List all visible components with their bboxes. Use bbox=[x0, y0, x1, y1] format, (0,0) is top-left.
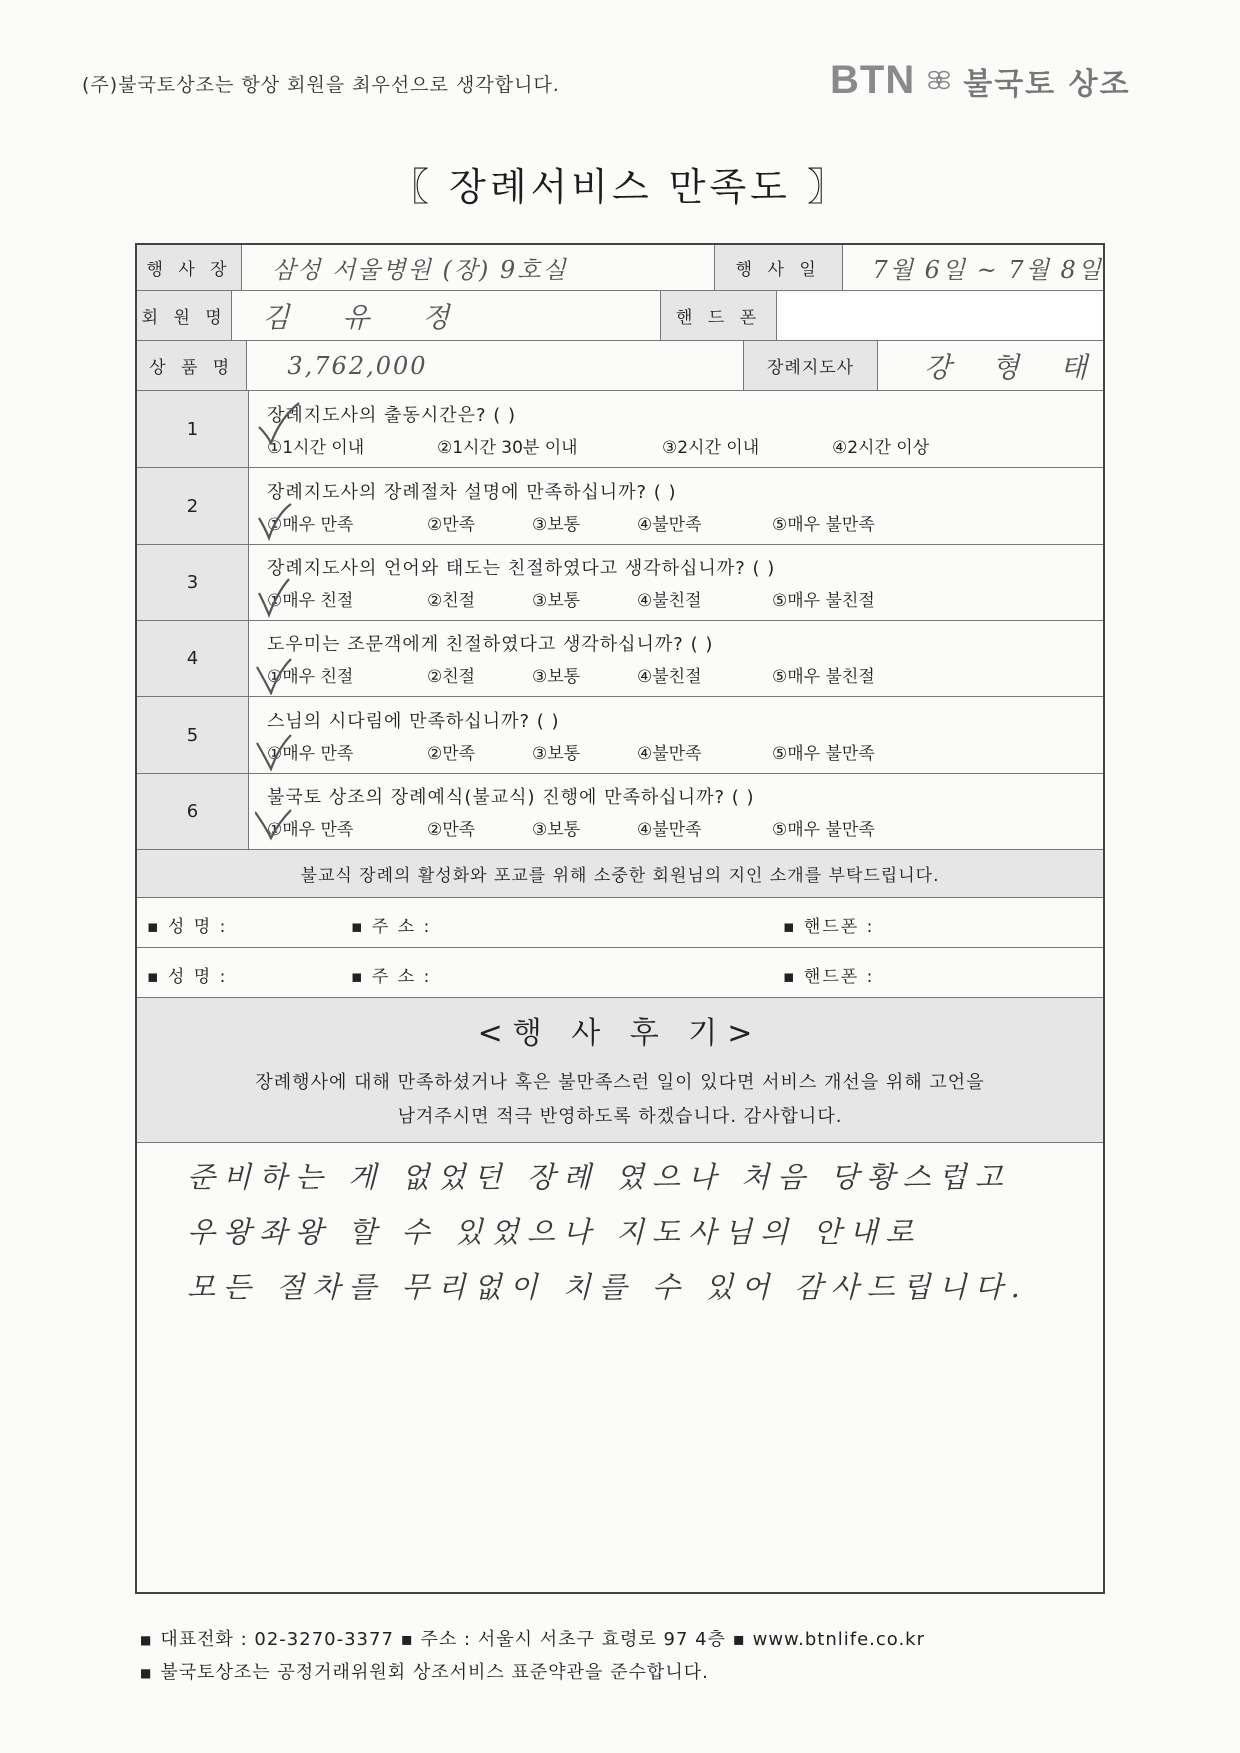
referral-notice: 불교식 장례의 활성화와 포교를 위해 소중한 회원님의 지인 소개를 부탁드립니다. bbox=[137, 850, 1103, 897]
option-4[interactable]: ④불친절 bbox=[637, 667, 702, 687]
question-row bbox=[137, 621, 1103, 697]
option-2[interactable]: ②만족 bbox=[427, 743, 476, 764]
question-number: 1 bbox=[137, 391, 249, 467]
referral-row bbox=[137, 948, 1103, 998]
footer-contact bbox=[140, 1625, 925, 1651]
option-1[interactable]: ①매우 친절 bbox=[267, 591, 354, 611]
answer-options bbox=[267, 433, 929, 458]
member-field[interactable] bbox=[232, 291, 661, 340]
option-4[interactable]: ④불만족 bbox=[637, 514, 702, 535]
option-3[interactable]: ③보통 bbox=[532, 591, 581, 611]
option-4[interactable]: ④불만족 bbox=[637, 743, 702, 764]
header-slogan: (주)불국토상조는 항상 회원을 최우선으로 생각합니다. bbox=[82, 74, 560, 96]
survey-form bbox=[135, 243, 1105, 1594]
question-row bbox=[137, 391, 1103, 468]
referral-address-label[interactable]: ▪ 주 소 : bbox=[351, 917, 432, 937]
review-header-row bbox=[137, 998, 1103, 1143]
option-4[interactable]: ④불만족 bbox=[637, 820, 702, 840]
option-3[interactable]: ③보통 bbox=[532, 514, 581, 535]
company-logo bbox=[830, 58, 1131, 103]
phone-redaction bbox=[783, 294, 1103, 338]
option-5[interactable]: ⑤매우 불만족 bbox=[772, 820, 875, 840]
date-label: 행 사 일 bbox=[715, 245, 843, 290]
option-3[interactable]: ③보통 bbox=[532, 667, 581, 687]
director-field[interactable] bbox=[878, 341, 1103, 390]
bullet-icon: ■ bbox=[140, 1633, 153, 1647]
venue-value: 삼성 서울병원 (장) 9호실 bbox=[272, 256, 568, 284]
checkmark-icon bbox=[255, 651, 305, 695]
referral-fields bbox=[137, 898, 1103, 947]
question-number: 4 bbox=[137, 621, 249, 696]
option-1[interactable]: ①1시간 이내 bbox=[267, 437, 365, 458]
question-number: 2 bbox=[137, 468, 249, 544]
checkmark-icon bbox=[255, 727, 305, 771]
info-row-member bbox=[137, 291, 1103, 341]
question-row bbox=[137, 774, 1103, 850]
question-text: 장례지도사의 출동시간은? ( ) bbox=[267, 404, 517, 426]
review-description-line: 장례행사에 대해 만족하셨거나 혹은 불만족스런 일이 있다면 서비스 개선을 위해 고언을 bbox=[255, 1072, 985, 1093]
answer-options bbox=[267, 586, 875, 611]
footer-contact-text: 대표전화 : 02-3270-3377 ▪ 주소 : 서울시 서초구 효령로 97 4층 ▪ www.btnlife.co.kr bbox=[160, 1629, 926, 1650]
product-value: 3,762,000 bbox=[287, 351, 428, 380]
answer-options bbox=[267, 662, 875, 687]
option-5[interactable]: ⑤매우 불친절 bbox=[772, 591, 875, 611]
product-field[interactable] bbox=[247, 341, 744, 390]
question-body bbox=[249, 697, 1103, 773]
review-body-row bbox=[137, 1143, 1103, 1592]
option-2[interactable]: ②친절 bbox=[427, 667, 476, 687]
footer-compliance-text: 불국토상조는 공정거래위원회 상조서비스 표준약관을 준수합니다. bbox=[160, 1662, 709, 1683]
referral-address-label[interactable]: ▪ 주 소 : bbox=[351, 967, 432, 987]
option-5[interactable]: ⑤매우 불만족 bbox=[772, 743, 875, 764]
question-text: 장례지도사의 언어와 태도는 친절하였다고 생각하십니까? ( ) bbox=[267, 558, 776, 579]
option-5[interactable]: ⑤매우 불친절 bbox=[772, 667, 875, 687]
question-text: 장례지도사의 장례절차 설명에 만족하십니까? ( ) bbox=[267, 481, 677, 503]
answer-options bbox=[267, 815, 875, 840]
referral-name-label[interactable]: ▪ 성 명 : bbox=[147, 917, 228, 937]
option-4[interactable]: ④불친절 bbox=[637, 591, 702, 611]
option-2[interactable]: ②친절 bbox=[427, 591, 476, 611]
document-title: 〖 장례서비스 만족도 〗 bbox=[391, 165, 849, 209]
question-body bbox=[249, 621, 1103, 696]
question-row bbox=[137, 697, 1103, 774]
lotus-icon bbox=[925, 67, 953, 95]
review-textarea[interactable] bbox=[137, 1143, 1103, 1592]
answer-options bbox=[267, 510, 875, 535]
bullet-icon: ■ bbox=[140, 1666, 153, 1680]
question-row bbox=[137, 468, 1103, 545]
member-label: 회 원 명 bbox=[137, 291, 232, 340]
venue-label: 행 사 장 bbox=[137, 245, 242, 290]
referral-name-label[interactable]: ▪ 성 명 : bbox=[147, 967, 228, 987]
product-label: 상 품 명 bbox=[137, 341, 247, 390]
checkmark-icon bbox=[255, 401, 305, 445]
review-handwritten-line: 모든 절차를 무리없이 치를 수 있어 감사드립니다. bbox=[187, 1270, 1028, 1304]
question-body bbox=[249, 468, 1103, 544]
option-3[interactable]: ③2시간 이내 bbox=[662, 437, 760, 458]
referral-fields bbox=[137, 948, 1103, 997]
option-5[interactable]: ⑤매우 불만족 bbox=[772, 514, 875, 535]
info-row-product bbox=[137, 341, 1103, 391]
question-number: 5 bbox=[137, 697, 249, 773]
review-handwritten-line: 준비하는 게 없었던 장례 였으나 처음 당황스럽고 bbox=[187, 1160, 1011, 1194]
question-row bbox=[137, 545, 1103, 621]
option-2[interactable]: ②만족 bbox=[427, 820, 476, 840]
info-row-venue bbox=[137, 245, 1103, 291]
question-text: 도우미는 조문객에게 친절하였다고 생각하십니까? ( ) bbox=[267, 634, 714, 655]
checkmark-icon bbox=[255, 498, 305, 542]
option-1[interactable]: ①매우 만족 bbox=[267, 514, 354, 535]
question-body bbox=[249, 545, 1103, 620]
member-value: 김 유 정 bbox=[262, 300, 472, 334]
logo-name: 불국토 상조 bbox=[963, 66, 1131, 102]
referral-notice-row bbox=[137, 850, 1103, 898]
director-value: 강 형 태 bbox=[924, 350, 1103, 384]
question-body bbox=[249, 391, 1103, 467]
phone-field[interactable] bbox=[777, 291, 1103, 340]
option-3[interactable]: ③보통 bbox=[532, 743, 581, 764]
question-text: 불국토 상조의 장례예식(불교식) 진행에 만족하십니까? ( ) bbox=[267, 787, 755, 808]
option-2[interactable]: ②만족 bbox=[427, 514, 476, 535]
question-number: 6 bbox=[137, 774, 249, 849]
referral-row bbox=[137, 898, 1103, 948]
venue-field[interactable] bbox=[242, 245, 715, 290]
option-1[interactable]: ①매우 만족 bbox=[267, 820, 354, 840]
option-3[interactable]: ③보통 bbox=[532, 820, 581, 840]
checkmark-icon bbox=[255, 575, 305, 619]
footer-compliance bbox=[140, 1658, 709, 1684]
phone-label: 핸 드 폰 bbox=[661, 291, 777, 340]
review-description-line: 남겨주시면 적극 반영하도록 하겠습니다. 감사합니다. bbox=[397, 1106, 843, 1127]
option-2[interactable]: ②1시간 30분 이내 bbox=[437, 437, 578, 458]
option-1[interactable]: ①매우 만족 bbox=[267, 743, 354, 764]
option-4[interactable]: ④2시간 이상 bbox=[832, 437, 930, 458]
option-1[interactable]: ①매우 친절 bbox=[267, 667, 354, 687]
director-label: 장례지도사 bbox=[744, 341, 878, 390]
review-handwritten-line: 우왕좌왕 할 수 있었으나 지도사님의 안내로 bbox=[187, 1215, 922, 1249]
date-field[interactable] bbox=[843, 245, 1103, 290]
question-number: 3 bbox=[137, 545, 249, 620]
question-text: 스님의 시다림에 만족하십니까? ( ) bbox=[267, 710, 560, 732]
answer-options bbox=[267, 739, 875, 764]
logo-mark: BTN bbox=[830, 58, 916, 102]
date-value: 7월 6일 ~ 7월 8일 bbox=[872, 256, 1103, 284]
question-body bbox=[249, 774, 1103, 849]
referral-phone-label[interactable]: ▪ 핸드폰 : bbox=[783, 967, 875, 987]
referral-phone-label[interactable]: ▪ 핸드폰 : bbox=[783, 917, 875, 937]
review-title: <행 사 후 기> bbox=[477, 1016, 763, 1051]
review-description bbox=[255, 1066, 984, 1134]
review-header bbox=[137, 998, 1103, 1142]
checkmark-icon bbox=[255, 802, 305, 846]
